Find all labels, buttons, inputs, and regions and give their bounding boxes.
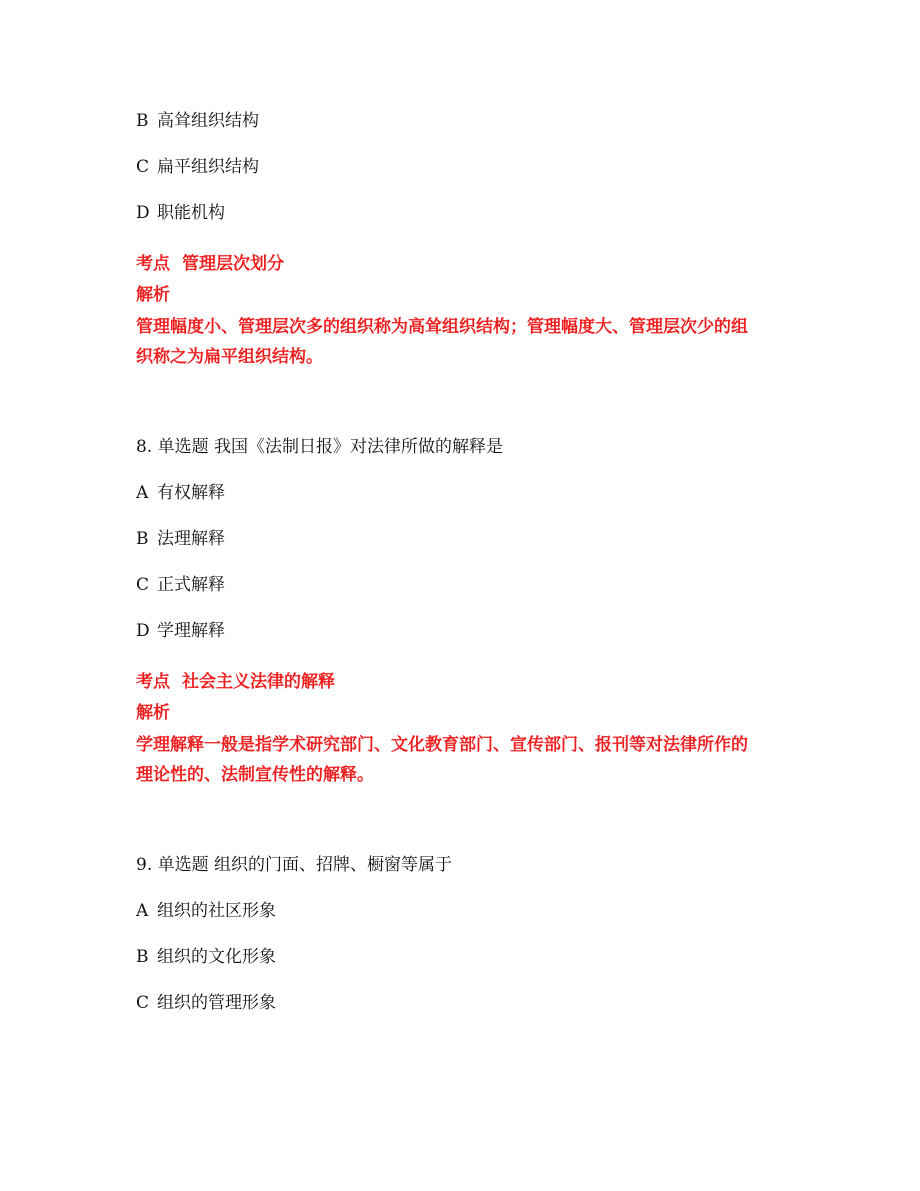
q8-option-b (136, 528, 225, 550)
q9-option-c (136, 992, 276, 1014)
option-letter: A (136, 483, 149, 503)
jiexi-text-line1: 学理解释一般是指学术研究部门、文化教育部门、宣传部门、报刊等对法律所作的 (136, 735, 748, 755)
option-text: 扁平组织结构 (157, 157, 259, 177)
option-text: 组织的管理形象 (157, 993, 276, 1013)
option-text: 组织的文化形象 (157, 947, 276, 967)
option-text: 组织的社区形象 (157, 901, 276, 921)
question-9-heading: 9. 单选题 组织的门面、招牌、橱窗等属于 (136, 855, 453, 875)
jiexi-label: 解析 (136, 285, 170, 305)
option-text: 高耸组织结构 (157, 111, 259, 131)
jiexi-text-line2: 织称之为扁平组织结构。 (136, 347, 323, 367)
q8-option-d (136, 620, 225, 642)
option-letter: B (136, 947, 149, 967)
option-c (136, 156, 259, 178)
jiexi-label: 解析 (136, 703, 170, 723)
q9-option-b (136, 946, 276, 968)
kaodian-label: 考点 (136, 254, 170, 274)
option-letter: C (136, 157, 150, 177)
kaodian-text: 管理层次划分 (182, 254, 284, 274)
option-letter: C (136, 575, 150, 595)
q9-option-a (136, 900, 276, 922)
option-b (136, 110, 259, 132)
option-letter: D (136, 621, 150, 641)
option-letter: D (136, 203, 150, 223)
option-text: 职能机构 (157, 203, 225, 223)
option-d (136, 202, 225, 224)
jiexi-text-line2: 理论性的、法制宣传性的解释。 (136, 765, 374, 785)
option-text: 法理解释 (157, 529, 225, 549)
question-8-heading: 8. 单选题 我国《法制日报》对法律所做的解释是 (136, 437, 504, 457)
option-letter: C (136, 993, 150, 1013)
q8-option-c (136, 574, 225, 596)
option-text: 正式解释 (157, 575, 225, 595)
option-text: 有权解释 (157, 483, 225, 503)
jiexi-text-line1: 管理幅度小、管理层次多的组织称为高耸组织结构；管理幅度大、管理层次少的组 (136, 317, 748, 337)
option-text: 学理解释 (157, 621, 225, 641)
option-letter: B (136, 111, 149, 131)
option-letter: B (136, 529, 149, 549)
kaodian-line (136, 671, 335, 693)
kaodian-text: 社会主义法律的解释 (182, 672, 335, 692)
option-letter: A (136, 901, 149, 921)
kaodian-line (136, 253, 284, 275)
q8-option-a (136, 482, 225, 504)
kaodian-label: 考点 (136, 672, 170, 692)
